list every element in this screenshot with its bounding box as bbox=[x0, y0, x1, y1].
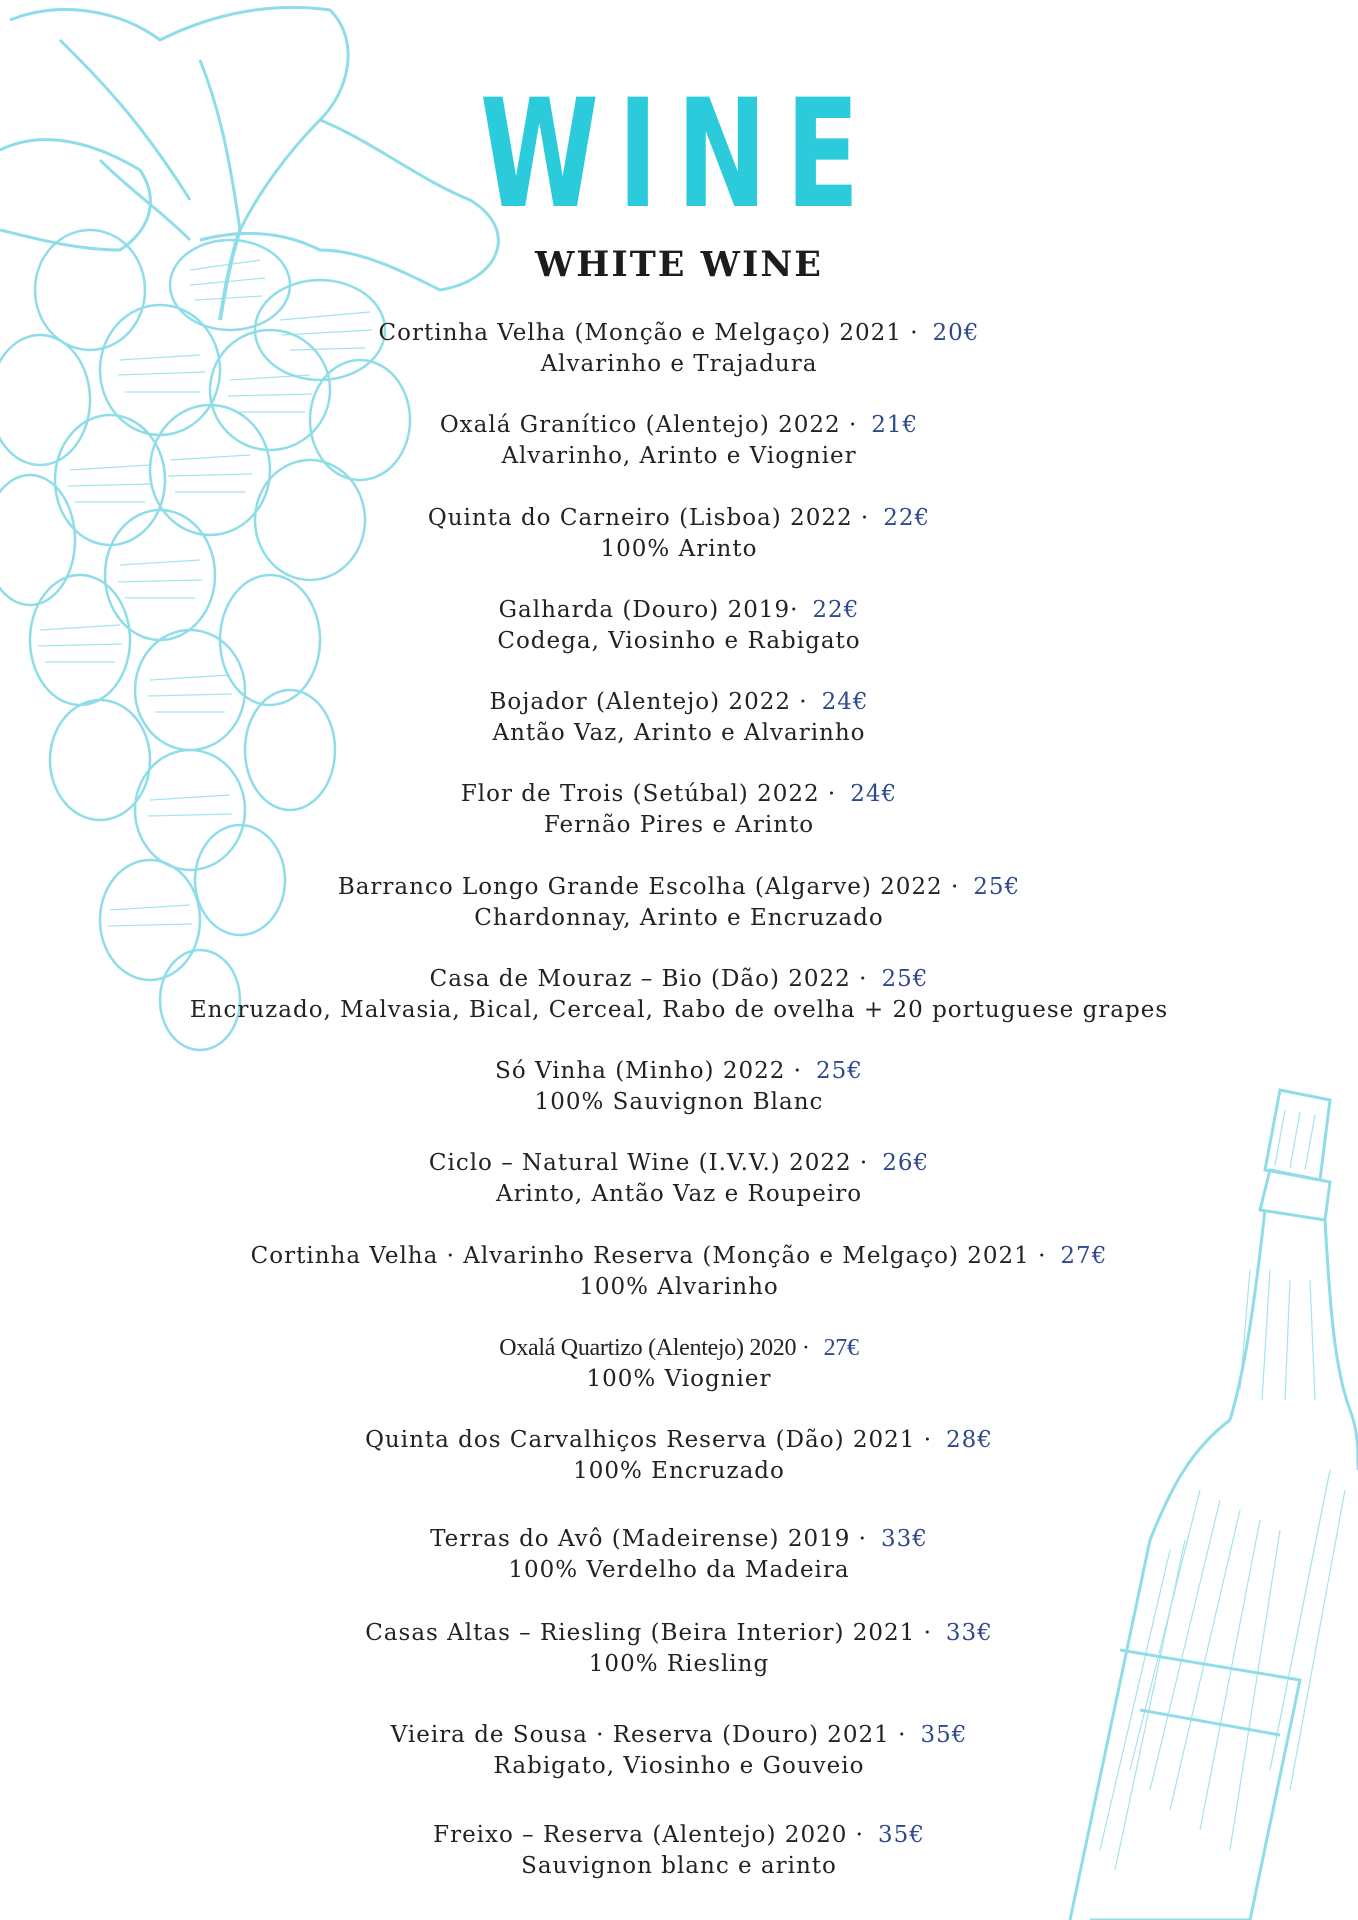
wine-price: 25€ bbox=[973, 874, 1021, 900]
wine-price: 22€ bbox=[812, 597, 860, 623]
wine-price: 22€ bbox=[883, 505, 931, 531]
wine-name: Casas Altas – Riesling (Beira Interior) 2021 · bbox=[365, 1620, 932, 1646]
wine-grapes: Fernão Pires e Arinto bbox=[543, 812, 815, 838]
wine-price: 33€ bbox=[881, 1526, 928, 1552]
wine-grapes: 100% Encruzado bbox=[573, 1458, 785, 1484]
wine-item bbox=[0, 595, 1358, 657]
wine-name: Vieira de Sousa · Reserva (Douro) 2021 · bbox=[390, 1722, 907, 1748]
wine-grapes: Arinto, Antão Vaz e Roupeiro bbox=[495, 1181, 863, 1207]
wine-grapes: 100% Verdelho da Madeira bbox=[508, 1557, 850, 1583]
wine-name: Freixo – Reserva (Alentejo) 2020 · bbox=[433, 1822, 864, 1848]
wine-item bbox=[0, 1148, 1358, 1210]
wine-name: Ciclo – Natural Wine (I.V.V.) 2022 · bbox=[428, 1150, 869, 1176]
wine-name: Quinta do Carneiro (Lisboa) 2022 · bbox=[427, 505, 870, 531]
wine-price: 20€ bbox=[932, 320, 980, 346]
wine-price: 25€ bbox=[816, 1058, 863, 1084]
wine-item bbox=[0, 1333, 1358, 1395]
wine-item bbox=[0, 1720, 1358, 1782]
wine-item bbox=[0, 1820, 1358, 1882]
wine-name: Barranco Longo Grande Escolha (Algarve) 2022 · bbox=[337, 874, 960, 900]
wine-price: 27€ bbox=[823, 1335, 859, 1361]
wine-grapes: Sauvignon blanc e arinto bbox=[521, 1853, 837, 1879]
page-title: WINE bbox=[479, 68, 879, 242]
wine-item bbox=[0, 1056, 1358, 1118]
wine-grapes: 100% Riesling bbox=[588, 1651, 770, 1677]
wine-grapes: 100% Viognier bbox=[586, 1366, 772, 1392]
wine-grapes: Antão Vaz, Arinto e Alvarinho bbox=[492, 720, 866, 746]
wine-grapes: Encruzado, Malvasia, Bical, Cerceal, Rabo de ovelha + 20 portuguese grapes bbox=[189, 997, 1169, 1023]
wine-price: 35€ bbox=[920, 1722, 968, 1748]
wine-name: Só Vinha (Minho) 2022 · bbox=[495, 1058, 802, 1084]
wine-item bbox=[0, 1618, 1358, 1680]
wine-item bbox=[0, 410, 1358, 472]
wine-item bbox=[0, 779, 1358, 841]
wine-item bbox=[0, 503, 1358, 565]
wine-grapes: Rabigato, Viosinho e Gouveio bbox=[493, 1753, 865, 1779]
wine-price: 28€ bbox=[946, 1427, 993, 1453]
wine-name: Galharda (Douro) 2019· bbox=[498, 597, 799, 623]
wine-grapes: Chardonnay, Arinto e Encruzado bbox=[474, 905, 884, 931]
wine-name: Oxalá Granítico (Alentejo) 2022 · bbox=[439, 412, 858, 438]
wine-price: 33€ bbox=[945, 1620, 993, 1646]
wine-grapes: 100% Sauvignon Blanc bbox=[534, 1089, 824, 1115]
wine-name: Cortinha Velha (Monção e Melgaço) 2021 · bbox=[378, 320, 919, 346]
wine-grapes: Alvarinho, Arinto e Viognier bbox=[501, 443, 857, 469]
wine-price: 24€ bbox=[850, 781, 898, 807]
wine-item bbox=[0, 964, 1358, 1026]
wine-name: Cortinha Velha · Alvarinho Reserva (Monção e Melgaço) 2021 · bbox=[250, 1243, 1047, 1269]
wine-grapes: 100% Arinto bbox=[600, 536, 758, 562]
wine-price: 24€ bbox=[821, 689, 869, 715]
wine-item bbox=[0, 318, 1358, 380]
wine-name: Quinta dos Carvalhiços Reserva (Dão) 2021 · bbox=[365, 1427, 933, 1453]
wine-price: 21€ bbox=[871, 412, 919, 438]
wine-price: 26€ bbox=[882, 1150, 930, 1176]
wine-item bbox=[0, 687, 1358, 749]
wine-name: Flor de Trois (Setúbal) 2022 · bbox=[460, 781, 837, 807]
wine-item bbox=[0, 1425, 1358, 1487]
wine-name: Terras do Avô (Madeirense) 2019 · bbox=[430, 1526, 867, 1552]
wine-item bbox=[0, 1241, 1358, 1303]
wine-grapes: Codega, Viosinho e Rabigato bbox=[497, 628, 861, 654]
wine-name: Oxalá Quartizo (Alentejo) 2020 · bbox=[499, 1335, 810, 1361]
wine-name: Bojador (Alentejo) 2022 · bbox=[489, 689, 808, 715]
wine-grapes: Alvarinho e Trajadura bbox=[540, 351, 818, 377]
wine-price: 27€ bbox=[1060, 1243, 1108, 1269]
wine-grapes: 100% Alvarinho bbox=[579, 1274, 779, 1300]
wine-price: 35€ bbox=[877, 1822, 925, 1848]
section-title: WHITE WINE bbox=[534, 244, 823, 285]
wine-item bbox=[0, 872, 1358, 934]
wine-price: 25€ bbox=[881, 966, 929, 992]
wine-name: Casa de Mouraz – Bio (Dão) 2022 · bbox=[429, 966, 868, 992]
wine-item bbox=[0, 1524, 1358, 1586]
